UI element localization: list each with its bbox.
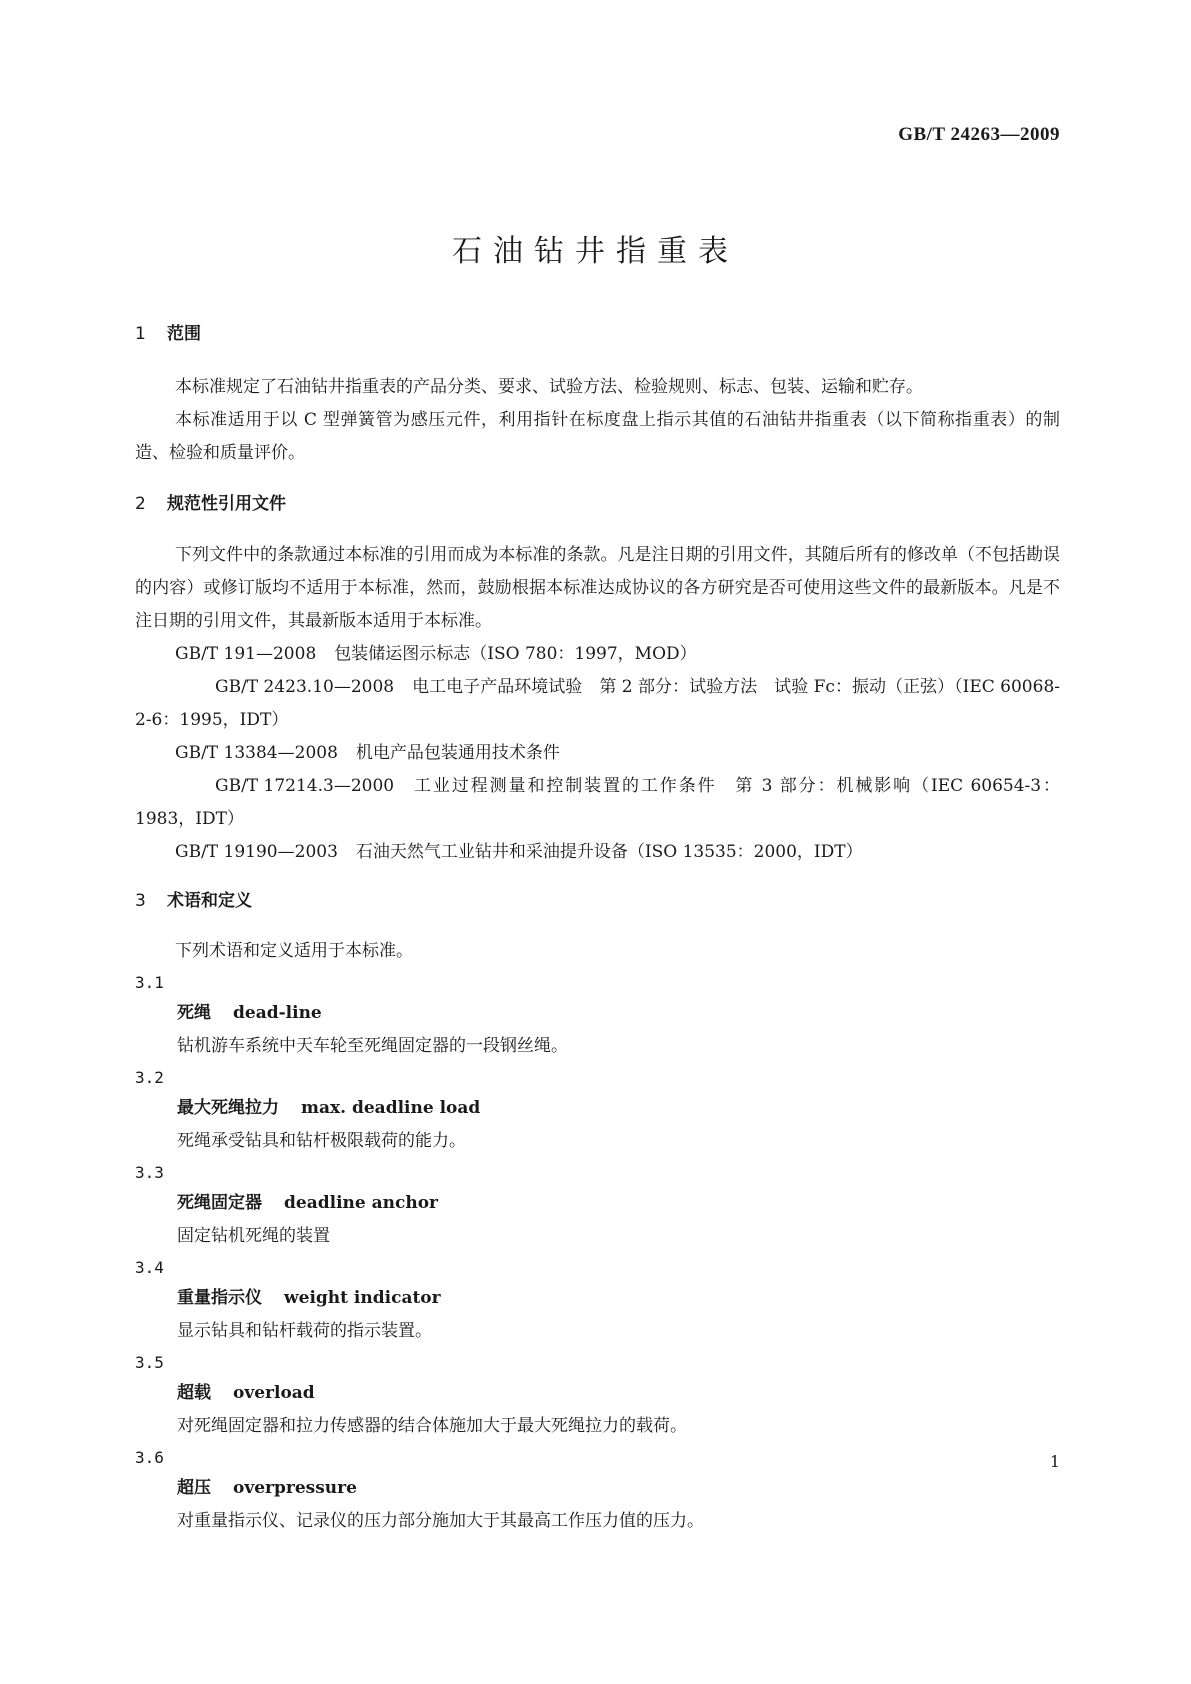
section-terms-and-definitions — [135, 889, 1060, 1538]
term-entry — [135, 1443, 1060, 1538]
term-entry — [135, 1063, 1060, 1158]
section-scope — [135, 322, 1060, 470]
term-number: 3.1 — [135, 973, 164, 992]
reference-item: GB/T 2423.10—2008 电工电子产品环境试验 第 2 部分：试验方法 试验 Fc：振动（正弦）（IEC 60068-2-6：1995，IDT） — [135, 677, 1060, 730]
reference-item: GB/T 19190—2003 石油天然气工业钻井和采油提升设备（ISO 13535：2000，IDT） — [175, 842, 863, 862]
paragraph: 下列文件中的条款通过本标准的引用而成为本标准的条款。凡是注日期的引用文件，其随后所有的修改单（不包括勘误的内容）或修订版均不适用于本标准，然而，鼓励根据本标准达成协议的各方研究是否可使用这些文件的最新版本。凡是不注日期的引用文件，其最新版本适用于本标准。 — [135, 545, 1060, 631]
term-number: 3.6 — [135, 1448, 164, 1467]
paragraph: 下列术语和定义适用于本标准。 — [175, 941, 413, 961]
term-definition: 对死绳固定器和拉力传感器的结合体施加大于最大死绳拉力的载荷。 — [177, 1416, 687, 1436]
term-number: 3.5 — [135, 1353, 164, 1372]
term-definition: 死绳承受钻具和钻杆极限载荷的能力。 — [177, 1131, 466, 1151]
term-name: 死绳 dead-line — [177, 1003, 322, 1023]
term-entry — [135, 1253, 1060, 1348]
term-entry — [135, 968, 1060, 1063]
term-name: 最大死绳拉力 max. deadline load — [177, 1098, 481, 1118]
document-body — [135, 322, 1060, 1538]
term-number: 3.4 — [135, 1258, 164, 1277]
section-normative-references — [135, 492, 1060, 869]
section-heading: 2 规范性引用文件 — [135, 494, 286, 514]
section-heading: 3 术语和定义 — [135, 891, 252, 911]
section-heading: 1 范围 — [135, 324, 201, 344]
term-name: 重量指示仪 weight indicator — [177, 1288, 441, 1308]
document-title: 石油钻井指重表 — [452, 234, 739, 269]
term-definition: 对重量指示仪、记录仪的压力部分施加大于其最高工作压力值的压力。 — [177, 1511, 704, 1531]
page-number: 1 — [1049, 1452, 1060, 1471]
reference-item: GB/T 17214.3—2000 工业过程测量和控制装置的工作条件 第 3 部分：机械影响（IEC 60654-3：1983，IDT） — [135, 776, 1060, 829]
term-name: 死绳固定器 deadline anchor — [177, 1193, 438, 1213]
paragraph: 本标准适用于以 C 型弹簧管为感压元件，利用指针在标度盘上指示其值的石油钻井指重表（以下简称指重表）的制造、检验和质量评价。 — [135, 410, 1060, 463]
term-definition: 钻机游车系统中天车轮至死绳固定器的一段钢丝绳。 — [177, 1036, 568, 1056]
term-number: 3.2 — [135, 1068, 164, 1087]
term-number: 3.3 — [135, 1163, 164, 1182]
term-entry — [135, 1158, 1060, 1253]
paragraph: 本标准规定了石油钻井指重表的产品分类、要求、试验方法、检验规则、标志、包装、运输和贮存。 — [175, 377, 923, 397]
term-name: 超载 overload — [177, 1383, 315, 1403]
term-name: 超压 overpressure — [177, 1478, 357, 1498]
reference-item: GB/T 13384—2008 机电产品包装通用技术条件 — [175, 743, 560, 763]
term-entry — [135, 1348, 1060, 1443]
reference-item: GB/T 191—2008 包装储运图示标志（ISO 780：1997，MOD） — [175, 644, 697, 664]
term-definition: 固定钻机死绳的装置 — [177, 1226, 330, 1246]
standard-number: GB/T 24263—2009 — [898, 124, 1060, 145]
term-definition: 显示钻具和钻杆载荷的指示装置。 — [177, 1321, 432, 1341]
